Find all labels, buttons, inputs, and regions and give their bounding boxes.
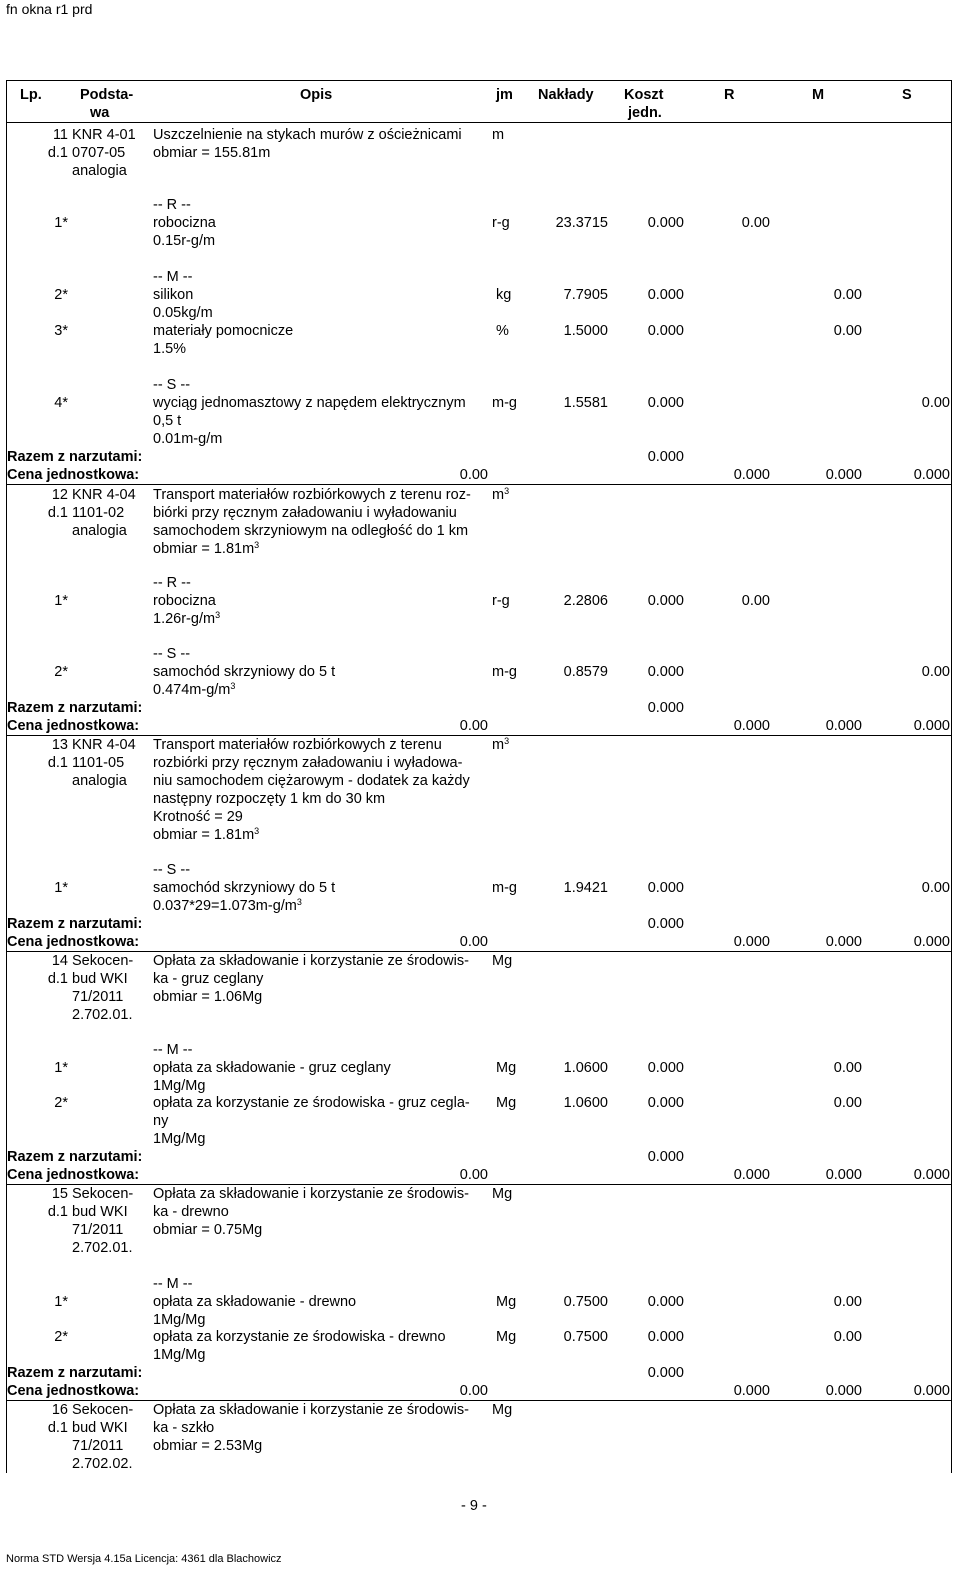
razem-label: Razem z narzutami:: [7, 449, 143, 465]
resource-lp: 3*: [54, 323, 68, 339]
resource-name: robocizna: [153, 593, 216, 609]
position-unit: Mg: [492, 953, 513, 969]
resource-unit-price: 0.000: [647, 664, 684, 680]
resource-name: samochód skrzyniowy do 5 t: [153, 880, 336, 896]
description-line: obmiar = 2.53Mg: [153, 1438, 263, 1454]
document-header: fn okna r1 prd: [6, 1, 93, 17]
resource-unit-price: 0.000: [647, 1294, 684, 1310]
position-number: 12: [51, 487, 68, 503]
resource-norm: 0.05kg/m: [153, 305, 213, 321]
description-line: ka - gruz ceglany: [153, 971, 264, 987]
basis-line: analogia: [72, 163, 127, 179]
resource-unit-price: 0.000: [647, 1060, 684, 1076]
position-d: d.1: [47, 145, 68, 161]
description-line: Transport materiałów rozbiórkowych z terenu: [153, 737, 442, 753]
resource-m-value: 0.00: [833, 1329, 862, 1345]
position-separator: [6, 951, 952, 952]
description-line: Uszczelnienie na stykach murów z ościeżnicami: [153, 127, 462, 143]
resource-group: -- M --: [153, 269, 193, 285]
col-jm: jm: [496, 87, 513, 103]
cena-s: 0.000: [913, 934, 950, 950]
resource-r-value: 0.00: [741, 215, 770, 231]
resource-lp: 4*: [54, 395, 68, 411]
resource-jm: Mg: [496, 1294, 517, 1310]
resource-m-value: 0.00: [833, 1294, 862, 1310]
description-line: obmiar = 0.75Mg: [153, 1222, 263, 1238]
resource-name: robocizna: [153, 215, 216, 231]
resource-quantity: 0.7500: [563, 1294, 608, 1310]
resource-quantity: 0.7500: [563, 1329, 608, 1345]
razem-value: 0.000: [647, 449, 684, 465]
resource-lp: 1*: [54, 593, 68, 609]
resource-jm: %: [496, 323, 509, 339]
resource-lp: 1*: [54, 215, 68, 231]
resource-name: opłata za składowanie - drewno: [153, 1294, 357, 1310]
resource-jm: m-g: [492, 880, 517, 896]
resource-norm: $1.26r-g/m^3$: [153, 610, 221, 627]
obmiar-text: obmiar = 1.81m: [153, 541, 255, 557]
resource-jm: Mg: [496, 1329, 517, 1345]
basis-line: 2.702.02.: [72, 1456, 133, 1472]
description-line: obmiar = 155.81m: [153, 145, 271, 161]
description-line: biórki przy ręcznym załadowaniu i wyładowaniu: [153, 505, 457, 521]
resource-lp: 2*: [54, 1329, 68, 1345]
razem-value: 0.000: [647, 700, 684, 716]
resource-unit-price: 0.000: [647, 215, 684, 231]
razem-label: Razem z narzutami:: [7, 700, 143, 716]
basis-line: 1101-02: [72, 505, 125, 521]
description-line: ka - szkło: [153, 1420, 215, 1436]
resource-norm: 1Mg/Mg: [153, 1312, 206, 1328]
description-line: Opłata za składowanie i korzystanie ze środowis-: [153, 953, 469, 969]
cena-r: 0.000: [733, 1167, 770, 1183]
razem-value: 0.000: [647, 916, 684, 932]
cena-r: 0.000: [733, 718, 770, 734]
resource-quantity: 1.0600: [563, 1060, 608, 1076]
razem-label: Razem z narzutami:: [7, 916, 143, 932]
resource-name: silikon: [153, 287, 194, 303]
col-lp: Lp.: [20, 87, 42, 103]
position-d: d.1: [47, 1204, 68, 1220]
cena-label: Cena jednostkowa:: [7, 1167, 140, 1183]
cena-s: 0.000: [913, 718, 950, 734]
resource-quantity: 0.8579: [563, 664, 608, 680]
basis-line: bud WKI: [72, 1204, 128, 1220]
resource-r-value: 0.00: [741, 593, 770, 609]
position-d: d.1: [47, 971, 68, 987]
resource-group: -- R --: [153, 575, 191, 591]
resource-quantity: 1.0600: [563, 1095, 608, 1111]
resource-s-value: 0.00: [921, 880, 950, 896]
cena-r: 0.000: [733, 1383, 770, 1399]
resource-m-value: 0.00: [833, 287, 862, 303]
cena-s: 0.000: [913, 467, 950, 483]
position-separator: [6, 1400, 952, 1401]
resource-quantity: 1.5581: [563, 395, 608, 411]
position-number: 11: [52, 127, 68, 143]
resource-norm: $0.474m-g/m^3$: [153, 681, 236, 698]
basis-line: bud WKI: [72, 971, 128, 987]
razem-label: Razem z narzutami:: [7, 1365, 143, 1381]
position-unit: m: [492, 127, 505, 143]
cena-m: 0.000: [825, 934, 862, 950]
resource-name: wyciąg jednomasztowy z napędem elektrycznym: [153, 395, 466, 411]
position-d: d.1: [47, 505, 68, 521]
resource-lp: 2*: [54, 1095, 68, 1111]
basis-line: analogia: [72, 773, 127, 789]
razem-value: 0.000: [647, 1149, 684, 1165]
description-line: Krotność = 29: [153, 809, 243, 825]
description-line: obmiar = $1.81m^3$: [153, 540, 260, 557]
basis-line: KNR 4-01: [72, 127, 136, 143]
resource-norm: $0.037*29=1.073m-g/m^3$: [153, 897, 302, 914]
resource-jm: kg: [496, 287, 512, 303]
col-podstawa-2: wa: [90, 105, 110, 121]
resource-lp: 2*: [54, 664, 68, 680]
cena-value: 0.00: [459, 1167, 488, 1183]
basis-line: Sekocen-: [72, 1186, 134, 1202]
resource-group: -- M --: [153, 1042, 193, 1058]
resource-norm-text: 1.26r-g/m: [153, 611, 216, 627]
resource-lp: 1*: [54, 880, 68, 896]
col-m: M: [812, 87, 825, 103]
resource-lp: 2*: [54, 287, 68, 303]
position-separator: [6, 735, 952, 736]
cena-m: 0.000: [825, 467, 862, 483]
resource-s-value: 0.00: [921, 395, 950, 411]
resource-lp: 1*: [54, 1294, 68, 1310]
col-s: S: [902, 87, 912, 103]
description-line: niu samochodem ciężarowym - dodatek za każdy: [153, 773, 470, 789]
basis-line: bud WKI: [72, 1420, 128, 1436]
basis-line: 71/2011: [72, 989, 124, 1005]
description-line: obmiar = $1.81m^3$: [153, 826, 260, 843]
col-koszt: Koszt: [624, 87, 664, 103]
basis-line: KNR 4-04: [72, 487, 136, 503]
col-opis: Opis: [300, 87, 333, 103]
table-left-border: [6, 80, 7, 1473]
basis-line: 71/2011: [72, 1438, 124, 1454]
position-number: 15: [51, 1186, 68, 1202]
resource-norm: 0.15r-g/m: [153, 233, 216, 249]
resource-unit-price: 0.000: [647, 880, 684, 896]
position-unit-text: m: [492, 737, 505, 753]
table-right-border: [951, 80, 952, 1473]
basis-line: 2.702.01.: [72, 1240, 133, 1256]
position-unit: Mg: [492, 1402, 513, 1418]
position-number: 13: [51, 737, 68, 753]
basis-line: Sekocen-: [72, 953, 134, 969]
basis-line: 1101-05: [72, 755, 125, 771]
resource-quantity: 7.7905: [563, 287, 608, 303]
resource-group: -- S --: [153, 646, 191, 662]
position-unit: $m^3$: [492, 486, 510, 503]
cena-s: 0.000: [913, 1167, 950, 1183]
basis-line: Sekocen-: [72, 1402, 134, 1418]
description-line: Opłata za składowanie i korzystanie ze środowis-: [153, 1402, 469, 1418]
cena-label: Cena jednostkowa:: [7, 467, 140, 483]
resource-jm: m-g: [492, 664, 517, 680]
cena-m: 0.000: [825, 1167, 862, 1183]
resource-quantity: 23.3715: [555, 215, 608, 231]
resource-norm: 1.5%: [153, 341, 187, 357]
description-line: samochodem skrzyniowym na odległość do 1 km: [153, 523, 469, 539]
cena-label: Cena jednostkowa:: [7, 934, 140, 950]
cena-value: 0.00: [459, 718, 488, 734]
resource-group: -- S --: [153, 862, 191, 878]
resource-quantity: 1.9421: [563, 880, 608, 896]
position-number: 16: [51, 1402, 68, 1418]
resource-norm: 0.01m-g/m: [153, 431, 223, 447]
resource-s-value: 0.00: [921, 664, 950, 680]
cena-r: 0.000: [733, 934, 770, 950]
col-podstawa: Podsta-: [80, 87, 134, 103]
resource-norm-text: 0.474m-g/m: [153, 682, 231, 698]
resource-norm: 1Mg/Mg: [153, 1131, 206, 1147]
col-r: R: [724, 87, 735, 103]
description-line: następny rozpoczęty 1 km do 30 km: [153, 791, 386, 807]
resource-unit-price: 0.000: [647, 593, 684, 609]
resource-unit-price: 0.000: [647, 323, 684, 339]
obmiar-text: obmiar = 1.81m: [153, 827, 255, 843]
cena-label: Cena jednostkowa:: [7, 718, 140, 734]
resource-norm-text: 0.037*29=1.073m-g/m: [153, 898, 297, 914]
resource-jm: r-g: [492, 593, 510, 609]
resource-lp: 1*: [54, 1060, 68, 1076]
resource-jm: Mg: [496, 1060, 517, 1076]
cena-value: 0.00: [459, 1383, 488, 1399]
basis-line: 71/2011: [72, 1222, 124, 1238]
col-koszt-2: jedn.: [628, 105, 662, 121]
resource-group: -- R --: [153, 197, 191, 213]
basis-line: 2.702.01.: [72, 1007, 133, 1023]
basis-line: 0707-05: [72, 145, 126, 161]
resource-group: -- S --: [153, 377, 191, 393]
resource-name: materiały pomocnicze: [153, 323, 294, 339]
resource-norm: 1Mg/Mg: [153, 1347, 206, 1363]
resource-name: opłata za korzystanie ze środowiska - drewno: [153, 1329, 446, 1345]
page-number: - 9 -: [461, 1498, 487, 1514]
description-line: Transport materiałów rozbiórkowych z terenu roz-: [153, 487, 471, 503]
position-separator: [6, 1184, 952, 1185]
col-naklady: Nakłady: [538, 87, 594, 103]
cena-s: 0.000: [913, 1383, 950, 1399]
description-line: obmiar = 1.06Mg: [153, 989, 263, 1005]
resource-name: samochód skrzyniowy do 5 t: [153, 664, 336, 680]
description-line: rozbiórki przy ręcznym załadowaniu i wyładowa-: [153, 755, 463, 771]
resource-name: opłata za składowanie - gruz ceglany: [153, 1060, 391, 1076]
razem-value: 0.000: [647, 1365, 684, 1381]
position-d: d.1: [47, 1420, 68, 1436]
cena-value: 0.00: [459, 934, 488, 950]
resource-jm: m-g: [492, 395, 517, 411]
position-separator: [6, 484, 952, 485]
resource-quantity: 2.2806: [563, 593, 608, 609]
resource-unit-price: 0.000: [647, 287, 684, 303]
cena-m: 0.000: [825, 718, 862, 734]
cena-m: 0.000: [825, 1383, 862, 1399]
resource-quantity: 1.5000: [563, 323, 608, 339]
header-separator: [6, 122, 952, 123]
description-line: ka - drewno: [153, 1204, 229, 1220]
resource-jm: r-g: [492, 215, 510, 231]
position-unit: Mg: [492, 1186, 513, 1202]
resource-m-value: 0.00: [833, 1060, 862, 1076]
resource-jm: Mg: [496, 1095, 517, 1111]
position-unit: $m^3$: [492, 736, 510, 753]
resource-name-continued: 0,5 t: [153, 413, 182, 429]
cena-value: 0.00: [459, 467, 488, 483]
resource-name-continued: ny: [153, 1113, 169, 1129]
resource-unit-price: 0.000: [647, 1329, 684, 1345]
document-footer: Norma STD Wersja 4.15a Licencja: 4361 dla Blachowicz: [6, 1553, 282, 1565]
resource-name: opłata za korzystanie ze środowiska - gruz cegla-: [153, 1095, 470, 1111]
razem-label: Razem z narzutami:: [7, 1149, 143, 1165]
resource-unit-price: 0.000: [647, 1095, 684, 1111]
resource-m-value: 0.00: [833, 1095, 862, 1111]
description-line: Opłata za składowanie i korzystanie ze środowis-: [153, 1186, 469, 1202]
position-unit-text: m: [492, 487, 505, 503]
cena-r: 0.000: [733, 467, 770, 483]
basis-line: analogia: [72, 523, 127, 539]
resource-m-value: 0.00: [833, 323, 862, 339]
position-number: 14: [51, 953, 68, 969]
position-d: d.1: [47, 755, 68, 771]
basis-line: KNR 4-04: [72, 737, 136, 753]
table-top-border: [6, 80, 952, 81]
cena-label: Cena jednostkowa:: [7, 1383, 140, 1399]
resource-group: -- M --: [153, 1276, 193, 1292]
resource-unit-price: 0.000: [647, 395, 684, 411]
resource-norm: 1Mg/Mg: [153, 1078, 206, 1094]
